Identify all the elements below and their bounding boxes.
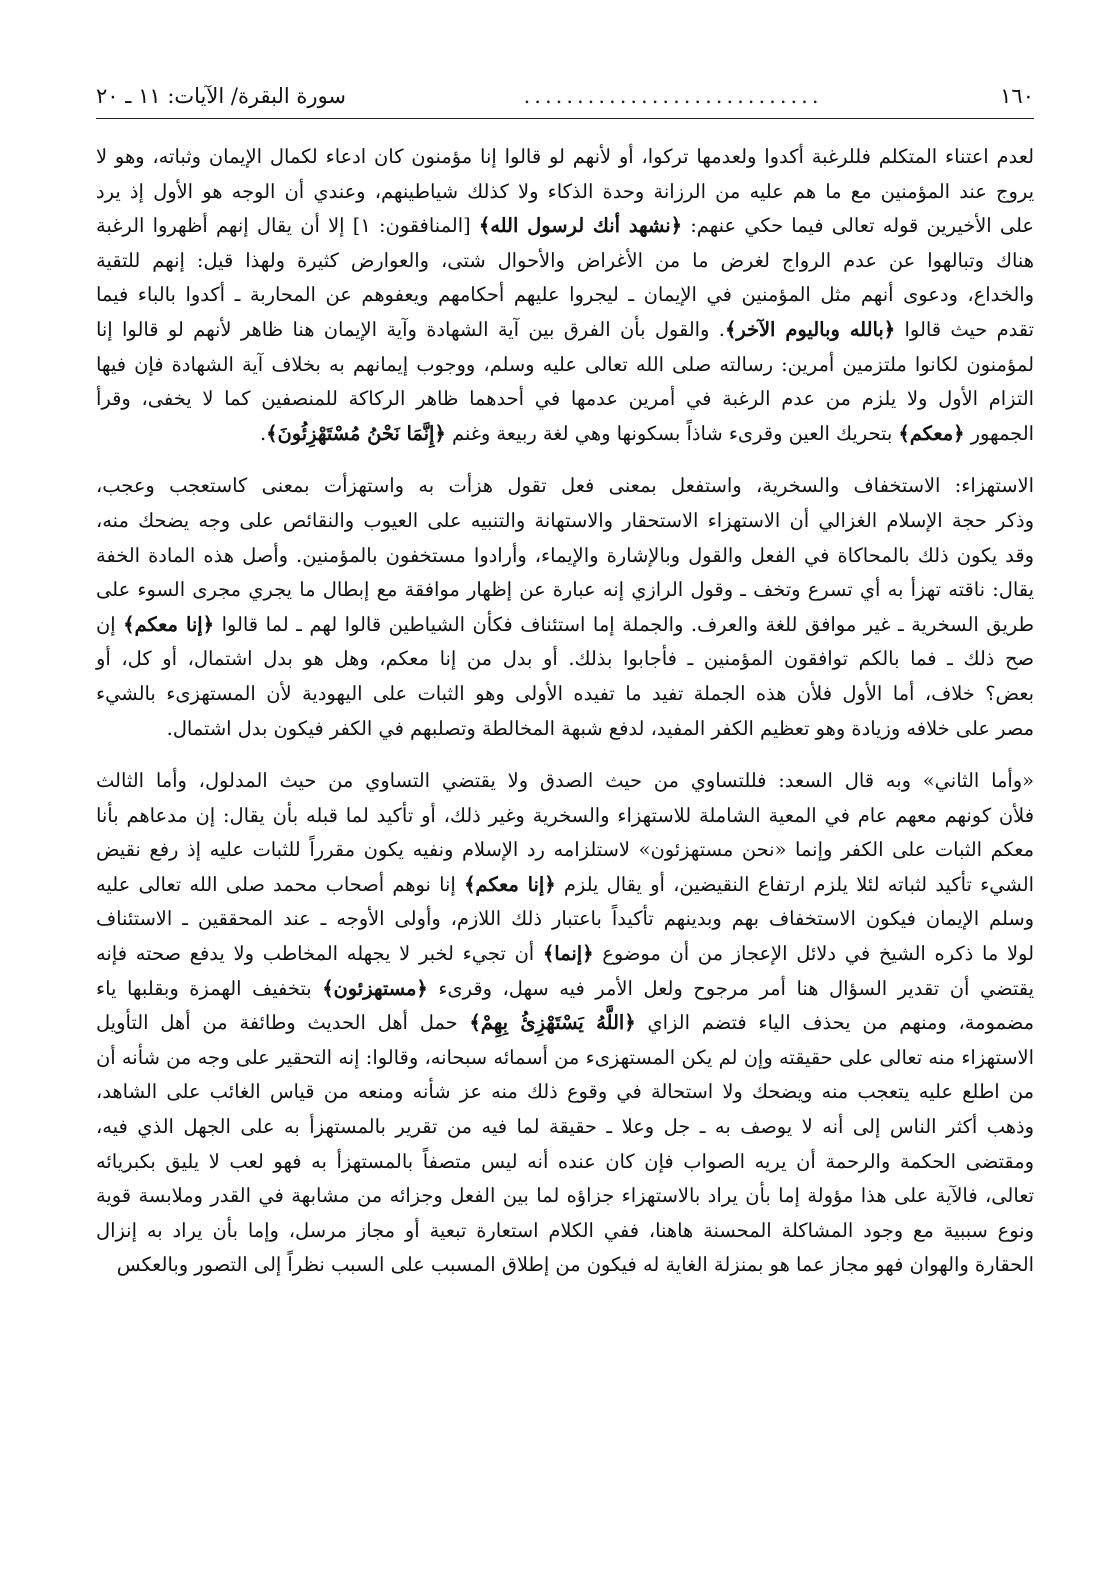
- text-line: «وأما الثاني» وبه قال السعد: فللتساوي من حيث الصدق ولا يقتضي التساوي من حيث المدلول، وأما الثالث: [96, 769, 1034, 793]
- text-line: الجمهور ﴿معكم﴾ بتحريك العين وقرىء شاذاً بسكونها وهي لغة ربيعة وغنم ﴿إِنَّمَا نَحْنُ مُسْتَهْزِئُونَ﴾.: [259, 421, 1034, 445]
- text-line: على الأخيرين قوله تعالى فيما حكي عنهم: ﴿نشهد أنك لرسول الله﴾ [المنافقون: ١] إلا أن يقال إنهم أظهروا الرغبة: [96, 214, 1035, 238]
- quran-quote: ﴿اللَّهُ يَسْتَهْزِئُ بِهِمْ﴾: [469, 1011, 636, 1035]
- header-leader-dots: ............................: [523, 84, 823, 108]
- text-line: وقد يكون ذلك بالمحاكاة في الفعل والقول وبالإشارة والإيماء، وأرادوا مستخفون بالمؤمنين. وأصل هذه المادة الخفة: [96, 543, 1034, 567]
- paragraph-gap: [96, 746, 1034, 764]
- text-line: وذكر حجة الإسلام الغزالي أن الاستهزاء الاستحقار والاستهانة والتنبيه على العيوب والنقائص على وجه يضحك منه،: [96, 508, 1034, 532]
- text-line: ومقتضى الحكمة والرحمة أن يريه الصواب فإن كان عنده أنه ليس متصفاً بالمستهزأ به فهو لعب لا يليق بكبريائه: [96, 1149, 1034, 1173]
- paragraph: [96, 469, 1034, 746]
- quran-quote: ﴿إنما﴾: [542, 942, 594, 966]
- text-line: تعالى، فالآية على هذا مؤولة إما بأن يراد بالاستهزاء جزاؤه لما بين الفعل وجزائه من مشابهة في القدر وملابسة قوية: [96, 1184, 1034, 1208]
- text-line: الاستهزاء منه تعالى على حقيقته وإن لم يكن المستهزىء من أسمائه سبحانه، وقالوا: إنه التحقير على وجه من شأنه أن: [96, 1045, 1034, 1069]
- page-number: ١٦٠: [1000, 84, 1034, 108]
- text-line: وذهب أكثر الناس إلى أنه لا يوصف به ـ جل وعلا ـ حقيقة لما فيه من تقرير بالمستهزأ به على الجهل الذي فيه،: [96, 1115, 1034, 1139]
- quran-quote: ﴿معكم﴾: [898, 421, 965, 445]
- text-line: مصر على خلافه وزيادة وهو تعظيم الكفر المفيد، لدفع شبهة المخالطة وتصلبهم في الكفر فيكون بدل اشتمال.: [166, 716, 1034, 740]
- text-line: الاستهزاء: الاستخفاف والسخرية، واستفعل بمعنى فعل تقول هزأت به واستهزأت بمعنى كاستعجب وعجب،: [96, 474, 1034, 498]
- text-line: لولا ما ذكره الشيخ في دلائل الإعجاز من أن موضوع ﴿إنما﴾ أن تجيء لخبر لا يجهله المخاطب ولا يدفع صحته فإنه: [96, 942, 1034, 966]
- text-line: لعدم اعتناء المتكلم فللرغبة أكدوا ولعدمها تركوا، أو لأنهم لو قالوا إنا مؤمنون كان ادعاء لكمال الإيمان وثباته، وهو لا: [96, 145, 1034, 168]
- text-line: يقال: ناقته تهزأ به أي تسرع وتخف ـ وقول الرازي إنه عبارة عن إظهار موافقة مع إبطال ما يجري مجرى السوء على: [96, 578, 1034, 602]
- text-line: وسلم الإيمان فيكون الاستخفاف بهم وبدينهم تأكيداً باعتبار ذلك اللازم، وأولى الأوجه ـ عند المحققين ـ الاستئناف: [96, 907, 1034, 931]
- page-body: [96, 140, 1034, 1283]
- quran-quote: ﴿مستهزئون﴾: [322, 976, 428, 1000]
- text-line: يروج عند المؤمنين مع ما هم عليه من الرزانة وحدة الذكاء ولا كذلك شياطينهم، وعندي أن الوجه هو الأول إذ يرد: [96, 179, 1034, 203]
- paragraph-gap: [96, 451, 1034, 469]
- text-line: بعض؟ خلاف، أما الأول فلأن هذه الجملة تفيد ما تفيده الأولى وهو الثبات على اليهودية لأن المستهزىء بالشيء: [96, 681, 1034, 705]
- paragraph: [96, 764, 1034, 1283]
- text-line: طريق السخرية ـ غير موافق للغة والعرف. والجملة إما استئناف فكأن الشياطين قالوا لهم ـ لما قالوا ﴿إنا معكم﴾ إن: [96, 612, 1034, 636]
- text-line: معكم الثبات على الكفر وإنما «نحن مستهزئون» لاستلزامه رد الإسلام ونفيه يكون مقرراً للثبات عليه إذ رفع نقيض: [96, 838, 1034, 862]
- text-line: يقتضي أن تقدير السؤال هنا أمر مرجوح ولعل الأمر فيه سهل، وقرىء ﴿مستهزئون﴾ بتخفيف الهمزة وبقلبها ياء: [96, 976, 1034, 1000]
- text-line: الحقارة والهوان فهو مجاز عما هو بمنزلة الغاية له فيكون من إطلاق المسبب على السبب نظراً إلى التصور وبالعكس: [116, 1253, 1034, 1277]
- quran-quote: ﴿نشهد أنك لرسول الله﴾: [478, 214, 683, 238]
- text-line: فلأن كونهم معهم عام في المعية الشاملة للاستهزاء والسخرية وغير ذلك، أو تأكيد لما قبله بأن يقال: إن مدعاهم بأنا: [96, 803, 1034, 827]
- text-line: من اطلع عليه يتعجب منه ويضحك ولا استحالة في وقوع ذلك منه عز شأنه ومنعه من قياس الغائب على الشاهد،: [96, 1080, 1034, 1104]
- text-line: الشيء تأكيد لثباته لئلا يلزم ارتفاع النقيضين، أو يقال يلزم ﴿إنا معكم﴾ إنا نوهم أصحاب محمد صلى الله تعالى عليه: [96, 872, 1034, 896]
- text-line: هناك وتبالهوا عن عدم الرواج لغرض ما من الأغراض والأحوال شتى، والعوارض كثيرة ولهذا قيل: إنهم للتقية: [96, 248, 1034, 272]
- running-header: [96, 78, 1034, 114]
- text-line: ونوع سببية مع وجود المشاكلة المحسنة هاهنا، ففي الكلام استعارة تبعية أو مجاز مرسل، وإما بأن يراد به إنزال: [96, 1218, 1034, 1242]
- quran-quote: ﴿إِنَّمَا نَحْنُ مُسْتَهْزِئُونَ﴾: [266, 421, 446, 445]
- text-line: صح ذلك ـ فما بالكم توافقون المؤمنين ـ فأجابوا بذلك. أو بدل من إنا معكم، وهل هو بدل اشتمال، أو كل، أو: [96, 647, 1034, 671]
- text-line: تقدم حيث قالوا ﴿بالله وباليوم الآخر﴾. والقول بأن الفرق بين آية الشهادة وآية الإيمان هنا ظاهر لأنهم لو قالوا إنا: [96, 317, 1035, 341]
- quran-quote: ﴿إنا معكم﴾: [123, 612, 215, 636]
- header-title: سورة البقرة/ الآيات: ١١ ـ ٢٠: [96, 84, 347, 108]
- quran-quote: ﴿بالله وباليوم الآخر﴾: [724, 317, 896, 341]
- text-line: مضمومة، ومنهم من يحذف الياء فتضم الزاي ﴿اللَّهُ يَسْتَهْزِئُ بِهِمْ﴾ حمل أهل الحديث وطائفة من أهل التأويل: [96, 1011, 1035, 1035]
- paragraph: [96, 140, 1034, 451]
- text-line: والخداع، ودعوى أنهم مثل المؤمنين في الإيمان ـ ليجروا عليهم أحكامهم ويعفوهم عن المحاربة ـ أكدوا بالباء فيما: [96, 283, 1034, 307]
- text-line: لمؤمنون لكانوا ملتزمين أمرين: رسالته صلى الله تعالى عليه وسلم، ووجوب إيمانهم به بخلاف آية الشهادة فإن فيها: [96, 352, 1034, 376]
- text-line: التزام الأول ولا يلزم من عدم الرغبة في أمرين عدمها في أحدهما ظاهر الركاكة للمنصفين كما لا يخفى، وقرأ: [96, 387, 1034, 411]
- quran-quote: ﴿إنا معكم﴾: [464, 872, 556, 896]
- header-rule: [96, 118, 1034, 119]
